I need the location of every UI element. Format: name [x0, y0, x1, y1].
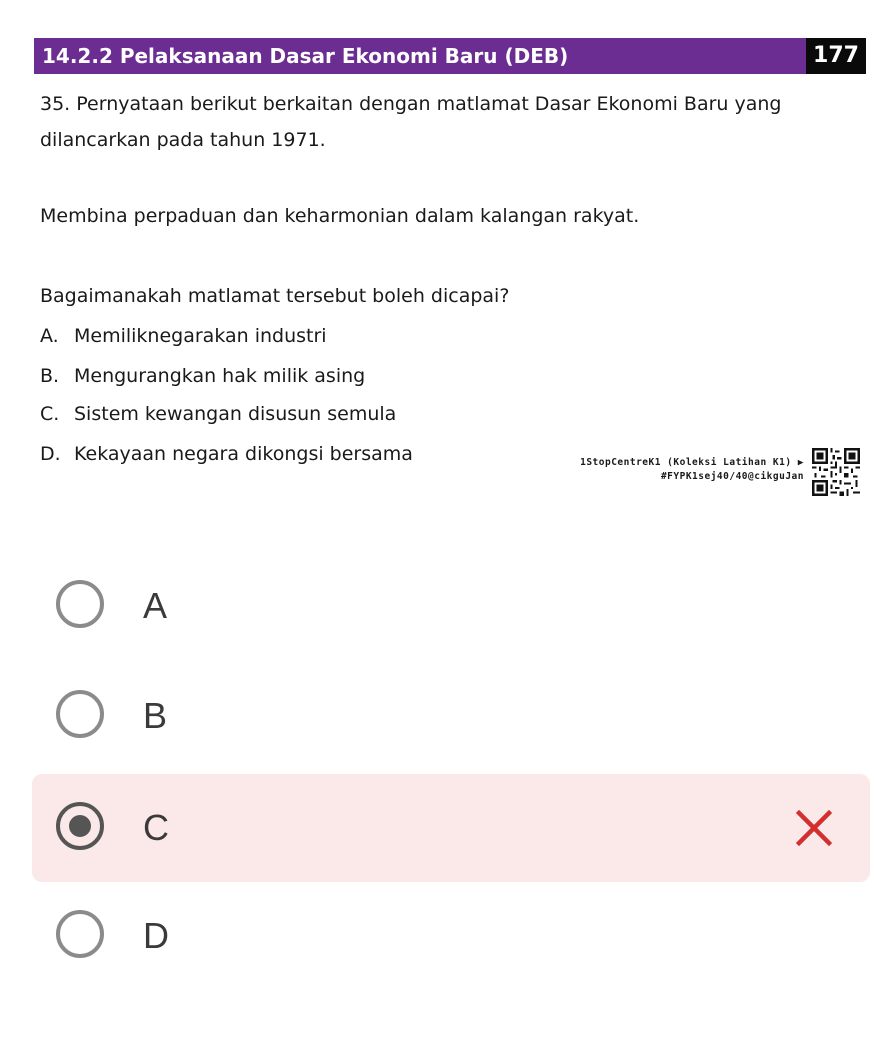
watermark-line1: 1StopCentreK1 (Koleksi Latihan K1) ▶ — [580, 457, 804, 468]
watermark — [580, 456, 804, 484]
option-text: Memiliknegarakan industri — [74, 325, 327, 347]
radio-button[interactable] — [56, 580, 104, 628]
option-b — [40, 358, 365, 394]
section-header: 14.2.2 Pelaksanaan Dasar Ekonomi Baru (DEB) — [34, 38, 806, 74]
page-number: 177 — [806, 38, 866, 74]
option-a — [40, 318, 327, 354]
radio-dot — [69, 815, 91, 837]
question-ask: Bagaimanakah matlamat tersebut boleh dicapai? — [40, 285, 510, 307]
question-stem-line1: 35. Pernyataan berikut berkaitan dengan matlamat Dasar Ekonomi Baru yang — [40, 93, 782, 115]
answer-choice-d[interactable] — [32, 882, 870, 990]
answer-choice-b[interactable] — [32, 662, 870, 770]
watermark-line2: #FYPK1sej40/40@cikguJan — [660, 471, 804, 482]
option-letter: A. — [40, 325, 59, 347]
option-d — [40, 436, 413, 472]
choice-label: A — [143, 585, 168, 626]
option-letter: C. — [40, 403, 60, 425]
option-letter: B. — [40, 365, 60, 387]
question-image — [0, 0, 874, 520]
choice-label: B — [143, 695, 168, 736]
choice-label: D — [143, 915, 169, 956]
option-c — [40, 396, 396, 432]
question-statement: Membina perpaduan dan keharmonian dalam kalangan rakyat. — [40, 205, 640, 227]
x-mark-icon — [796, 810, 832, 846]
question-stem — [40, 86, 820, 158]
radio-button[interactable] — [56, 910, 104, 958]
option-text: Kekayaan negara dikongsi bersama — [74, 443, 413, 465]
option-text: Mengurangkan hak milik asing — [74, 365, 366, 387]
answer-choice-c[interactable] — [32, 774, 870, 882]
answer-choice-a[interactable] — [32, 552, 870, 660]
radio-button[interactable] — [56, 690, 104, 738]
question-stem-line2: dilancarkan pada tahun 1971. — [40, 129, 326, 151]
option-letter: D. — [40, 443, 61, 465]
choice-label: C — [143, 807, 169, 848]
option-text: Sistem kewangan disusun semula — [74, 403, 397, 425]
radio-button-selected[interactable] — [56, 802, 104, 850]
qr-code-icon — [812, 448, 860, 496]
